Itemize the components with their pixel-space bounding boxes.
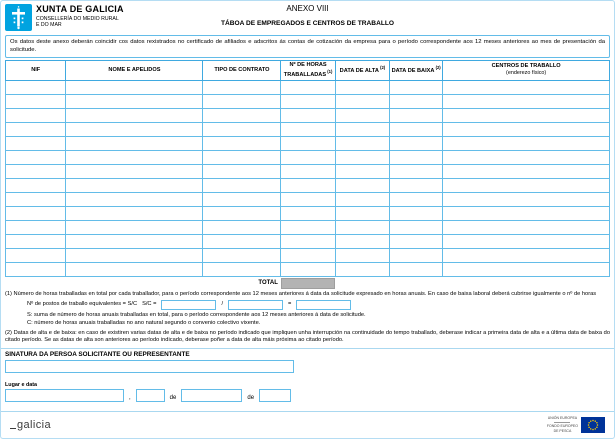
org-identity bbox=[36, 4, 124, 31]
c-definition: C: número de horas anuais traballadas no ano natural segundo o convenio colectivo vixente. bbox=[27, 319, 261, 326]
table-cell[interactable] bbox=[335, 220, 389, 234]
s-value-input[interactable] bbox=[161, 300, 216, 310]
table-cell[interactable] bbox=[335, 164, 389, 178]
table-cell[interactable] bbox=[66, 220, 203, 234]
galicia-logo-mark bbox=[10, 428, 16, 429]
table-cell[interactable] bbox=[66, 248, 203, 262]
s-definition: S: suma de número de horas anuais traballadas en total, para o período correspondente aos 12 meses anteriores á data de solicitude. bbox=[27, 312, 366, 319]
table-cell[interactable] bbox=[6, 206, 66, 220]
table-cell[interactable] bbox=[390, 248, 443, 262]
day-input[interactable] bbox=[136, 389, 165, 402]
table-cell[interactable] bbox=[281, 248, 335, 262]
eu-flag-icon bbox=[581, 417, 605, 433]
table-cell[interactable] bbox=[66, 122, 203, 136]
table-row bbox=[6, 164, 610, 178]
table-cell[interactable] bbox=[390, 94, 443, 108]
table-row bbox=[6, 234, 610, 248]
table-row bbox=[6, 108, 610, 122]
table-cell[interactable] bbox=[281, 94, 335, 108]
formula-eq: S/C = bbox=[142, 301, 157, 308]
table-cell[interactable] bbox=[6, 178, 66, 192]
table-cell[interactable] bbox=[66, 206, 203, 220]
table-cell[interactable] bbox=[335, 248, 389, 262]
table-cell[interactable] bbox=[335, 178, 389, 192]
table-cell[interactable] bbox=[66, 108, 203, 122]
table-cell[interactable] bbox=[203, 136, 281, 150]
table-cell[interactable] bbox=[335, 206, 389, 220]
table-cell[interactable] bbox=[66, 136, 203, 150]
formula-equals: = bbox=[288, 301, 292, 308]
table-cell[interactable] bbox=[66, 178, 203, 192]
table-cell[interactable] bbox=[443, 234, 610, 248]
table-row bbox=[6, 206, 610, 220]
eu-funding-text bbox=[547, 416, 578, 435]
column-header: NOME E APELIDOS bbox=[66, 60, 203, 80]
table-cell[interactable] bbox=[390, 122, 443, 136]
table-cell[interactable] bbox=[66, 150, 203, 164]
table-cell[interactable] bbox=[390, 220, 443, 234]
table-cell[interactable] bbox=[203, 164, 281, 178]
table-cell[interactable] bbox=[203, 262, 281, 276]
table-cell[interactable] bbox=[6, 94, 66, 108]
table-cell[interactable] bbox=[335, 262, 389, 276]
signature-title: SINATURA DA PERSOA SOLICITANTE OU REPRESENTANTE bbox=[5, 350, 190, 358]
formula-slash: / bbox=[221, 301, 224, 308]
eu-text-line3: DE PESCA bbox=[553, 429, 572, 434]
table-cell[interactable] bbox=[203, 94, 281, 108]
employee-table-header-row bbox=[6, 60, 610, 80]
equivalents-formula-row bbox=[27, 300, 610, 310]
table-cell[interactable] bbox=[281, 136, 335, 150]
c-value-input[interactable] bbox=[228, 300, 283, 310]
table-cell[interactable] bbox=[203, 122, 281, 136]
column-header: NIF bbox=[6, 60, 66, 80]
table-cell[interactable] bbox=[281, 262, 335, 276]
table-row bbox=[6, 94, 610, 108]
column-header: Nº DE HORAS TRABALLADAS $^{(1)}$ bbox=[281, 60, 335, 80]
footnote-2: (2) Datas de alta e de baixa: en caso de existiren varias datas de alta e de baixa no período indicado que impliquen unha interrupción na continuidade do tempo traballado, deberase indicar a primeira data de alta e a última data de baixa do citado período. Se as datas de alta son anteriores ao período indicado, deberase poñer a data de alta máis próxima ao citado período. bbox=[5, 329, 610, 344]
table-cell[interactable] bbox=[6, 248, 66, 262]
table-cell[interactable] bbox=[443, 80, 610, 94]
table-cell[interactable] bbox=[203, 248, 281, 262]
table-row bbox=[6, 136, 610, 150]
table-cell[interactable] bbox=[6, 150, 66, 164]
place-date-row bbox=[5, 389, 610, 402]
table-cell[interactable] bbox=[390, 206, 443, 220]
table-cell[interactable] bbox=[203, 178, 281, 192]
org-dept-line1: CONSELLERÍA DO MEDIO RURAL bbox=[36, 15, 119, 22]
table-cell[interactable] bbox=[66, 192, 203, 206]
table-cell[interactable] bbox=[203, 150, 281, 164]
table-cell[interactable] bbox=[203, 234, 281, 248]
table-cell[interactable] bbox=[443, 150, 610, 164]
table-cell[interactable] bbox=[203, 206, 281, 220]
table-cell[interactable] bbox=[390, 108, 443, 122]
table-cell[interactable] bbox=[443, 122, 610, 136]
table-cell[interactable] bbox=[390, 178, 443, 192]
table-cell[interactable] bbox=[281, 80, 335, 94]
table-cell[interactable] bbox=[6, 80, 66, 94]
table-cell[interactable] bbox=[335, 108, 389, 122]
table-cell[interactable] bbox=[6, 122, 66, 136]
table-row bbox=[6, 192, 610, 206]
table-cell[interactable] bbox=[335, 80, 389, 94]
table-cell[interactable] bbox=[66, 234, 203, 248]
table-cell[interactable] bbox=[390, 150, 443, 164]
table-row bbox=[6, 248, 610, 262]
table-cell[interactable] bbox=[203, 220, 281, 234]
table-cell[interactable] bbox=[6, 164, 66, 178]
place-date-label: Lugar e data bbox=[5, 381, 38, 388]
comma-separator: , bbox=[129, 394, 131, 401]
table-cell[interactable] bbox=[443, 248, 610, 262]
xunta-crest-icon bbox=[5, 4, 32, 31]
table-cell[interactable] bbox=[281, 206, 335, 220]
org-department bbox=[36, 16, 124, 30]
table-cell[interactable] bbox=[6, 220, 66, 234]
table-row bbox=[6, 220, 610, 234]
header bbox=[1, 1, 614, 33]
employee-table-wrap bbox=[5, 60, 610, 277]
formula-label: Nº de postos de traballo equivalentes = S/C bbox=[27, 301, 138, 308]
table-cell[interactable] bbox=[443, 220, 610, 234]
table-cell[interactable] bbox=[281, 164, 335, 178]
galicia-logo-text: galicia bbox=[17, 419, 51, 431]
signature-field[interactable] bbox=[5, 360, 294, 373]
table-cell[interactable] bbox=[390, 192, 443, 206]
column-header: DATA DE ALTA $^{(2)}$ bbox=[335, 60, 389, 80]
place-input[interactable] bbox=[5, 389, 124, 402]
de-label-1: de bbox=[169, 394, 177, 401]
total-hours-field bbox=[281, 278, 335, 289]
table-cell[interactable] bbox=[203, 108, 281, 122]
table-row bbox=[6, 122, 610, 136]
de-label-2: de bbox=[247, 394, 255, 401]
eu-text-line2: FONDO EUROPEO bbox=[546, 423, 578, 428]
table-cell[interactable] bbox=[66, 164, 203, 178]
table-cell[interactable] bbox=[281, 234, 335, 248]
table-cell[interactable] bbox=[443, 136, 610, 150]
table-cell[interactable] bbox=[335, 192, 389, 206]
table-row bbox=[6, 262, 610, 276]
table-cell[interactable] bbox=[203, 80, 281, 94]
table-cell[interactable] bbox=[281, 192, 335, 206]
galicia-logo bbox=[10, 419, 51, 431]
org-dept-line2: E DO MAR bbox=[36, 22, 62, 29]
table-cell[interactable] bbox=[443, 262, 610, 276]
eu-funding-block bbox=[547, 416, 605, 435]
org-name: XUNTA DE GALICIA bbox=[36, 4, 124, 14]
signature-section bbox=[1, 348, 614, 402]
table-cell[interactable] bbox=[390, 136, 443, 150]
instructions-box: Os datos deste anexo deberán coincidir cos datos rexistrados no certificado de afiliados e adscritos ás contas de cotización da empresa para o período correspondente aos 12 meses anteriores ao mes de presentación da solicitude. bbox=[5, 35, 610, 58]
employee-table-body bbox=[6, 80, 610, 276]
year-input[interactable] bbox=[259, 389, 291, 402]
xunta-logo-block bbox=[5, 4, 124, 31]
table-cell[interactable] bbox=[281, 178, 335, 192]
table-cell[interactable] bbox=[390, 80, 443, 94]
column-header: TIPO DE CONTRATO bbox=[203, 60, 281, 80]
table-cell[interactable] bbox=[281, 108, 335, 122]
table-cell[interactable] bbox=[335, 122, 389, 136]
table-row bbox=[6, 178, 610, 192]
footnote-1: (1) Número de horas traballadas en total por cada traballador, para o período correspondente aos 12 meses anteriores á data da solicitude expresado en horas anuais. En caso de baixa laboral deberá cubrirse igualmente o nº de horas bbox=[5, 290, 597, 297]
table-cell[interactable] bbox=[443, 178, 610, 192]
table-cell[interactable] bbox=[390, 262, 443, 276]
table-cell[interactable] bbox=[335, 94, 389, 108]
table-cell[interactable] bbox=[281, 220, 335, 234]
table-cell[interactable] bbox=[335, 234, 389, 248]
eu-text-divider bbox=[554, 422, 570, 423]
table-cell[interactable] bbox=[66, 262, 203, 276]
table-cell[interactable] bbox=[390, 164, 443, 178]
total-row bbox=[5, 277, 610, 290]
eu-text-line1: UNIÓN EUROPEA bbox=[547, 415, 578, 420]
table-row bbox=[6, 150, 610, 164]
table-cell[interactable] bbox=[443, 108, 610, 122]
result-value-input[interactable] bbox=[296, 300, 351, 310]
table-cell[interactable] bbox=[281, 122, 335, 136]
footnotes bbox=[5, 291, 610, 345]
table-cell[interactable] bbox=[6, 192, 66, 206]
table-cell[interactable] bbox=[6, 136, 66, 150]
month-input[interactable] bbox=[181, 389, 242, 402]
annex-label: ANEXO VIII bbox=[286, 4, 329, 13]
column-header: CENTROS DE TRABALLO (enderezo físico) bbox=[443, 60, 610, 80]
table-cell[interactable] bbox=[6, 234, 66, 248]
employee-table bbox=[5, 60, 610, 277]
column-header: DATA DE BAIXA $^{(2)}$ bbox=[390, 60, 443, 80]
table-cell[interactable] bbox=[6, 262, 66, 276]
table-cell[interactable] bbox=[335, 150, 389, 164]
table-cell[interactable] bbox=[390, 234, 443, 248]
table-cell[interactable] bbox=[66, 80, 203, 94]
table-cell[interactable] bbox=[6, 108, 66, 122]
table-cell[interactable] bbox=[443, 164, 610, 178]
table-cell[interactable] bbox=[281, 150, 335, 164]
table-cell[interactable] bbox=[66, 94, 203, 108]
footer bbox=[1, 411, 614, 438]
table-cell[interactable] bbox=[443, 206, 610, 220]
page-title: TÁBOA DE EMPREGADOS E CENTROS DE TRABALLO bbox=[220, 20, 395, 27]
total-label: TOTAL bbox=[258, 280, 278, 287]
table-cell[interactable] bbox=[443, 192, 610, 206]
table-cell[interactable] bbox=[443, 94, 610, 108]
table-row bbox=[6, 80, 610, 94]
table-cell[interactable] bbox=[203, 192, 281, 206]
table-cell[interactable] bbox=[335, 136, 389, 150]
